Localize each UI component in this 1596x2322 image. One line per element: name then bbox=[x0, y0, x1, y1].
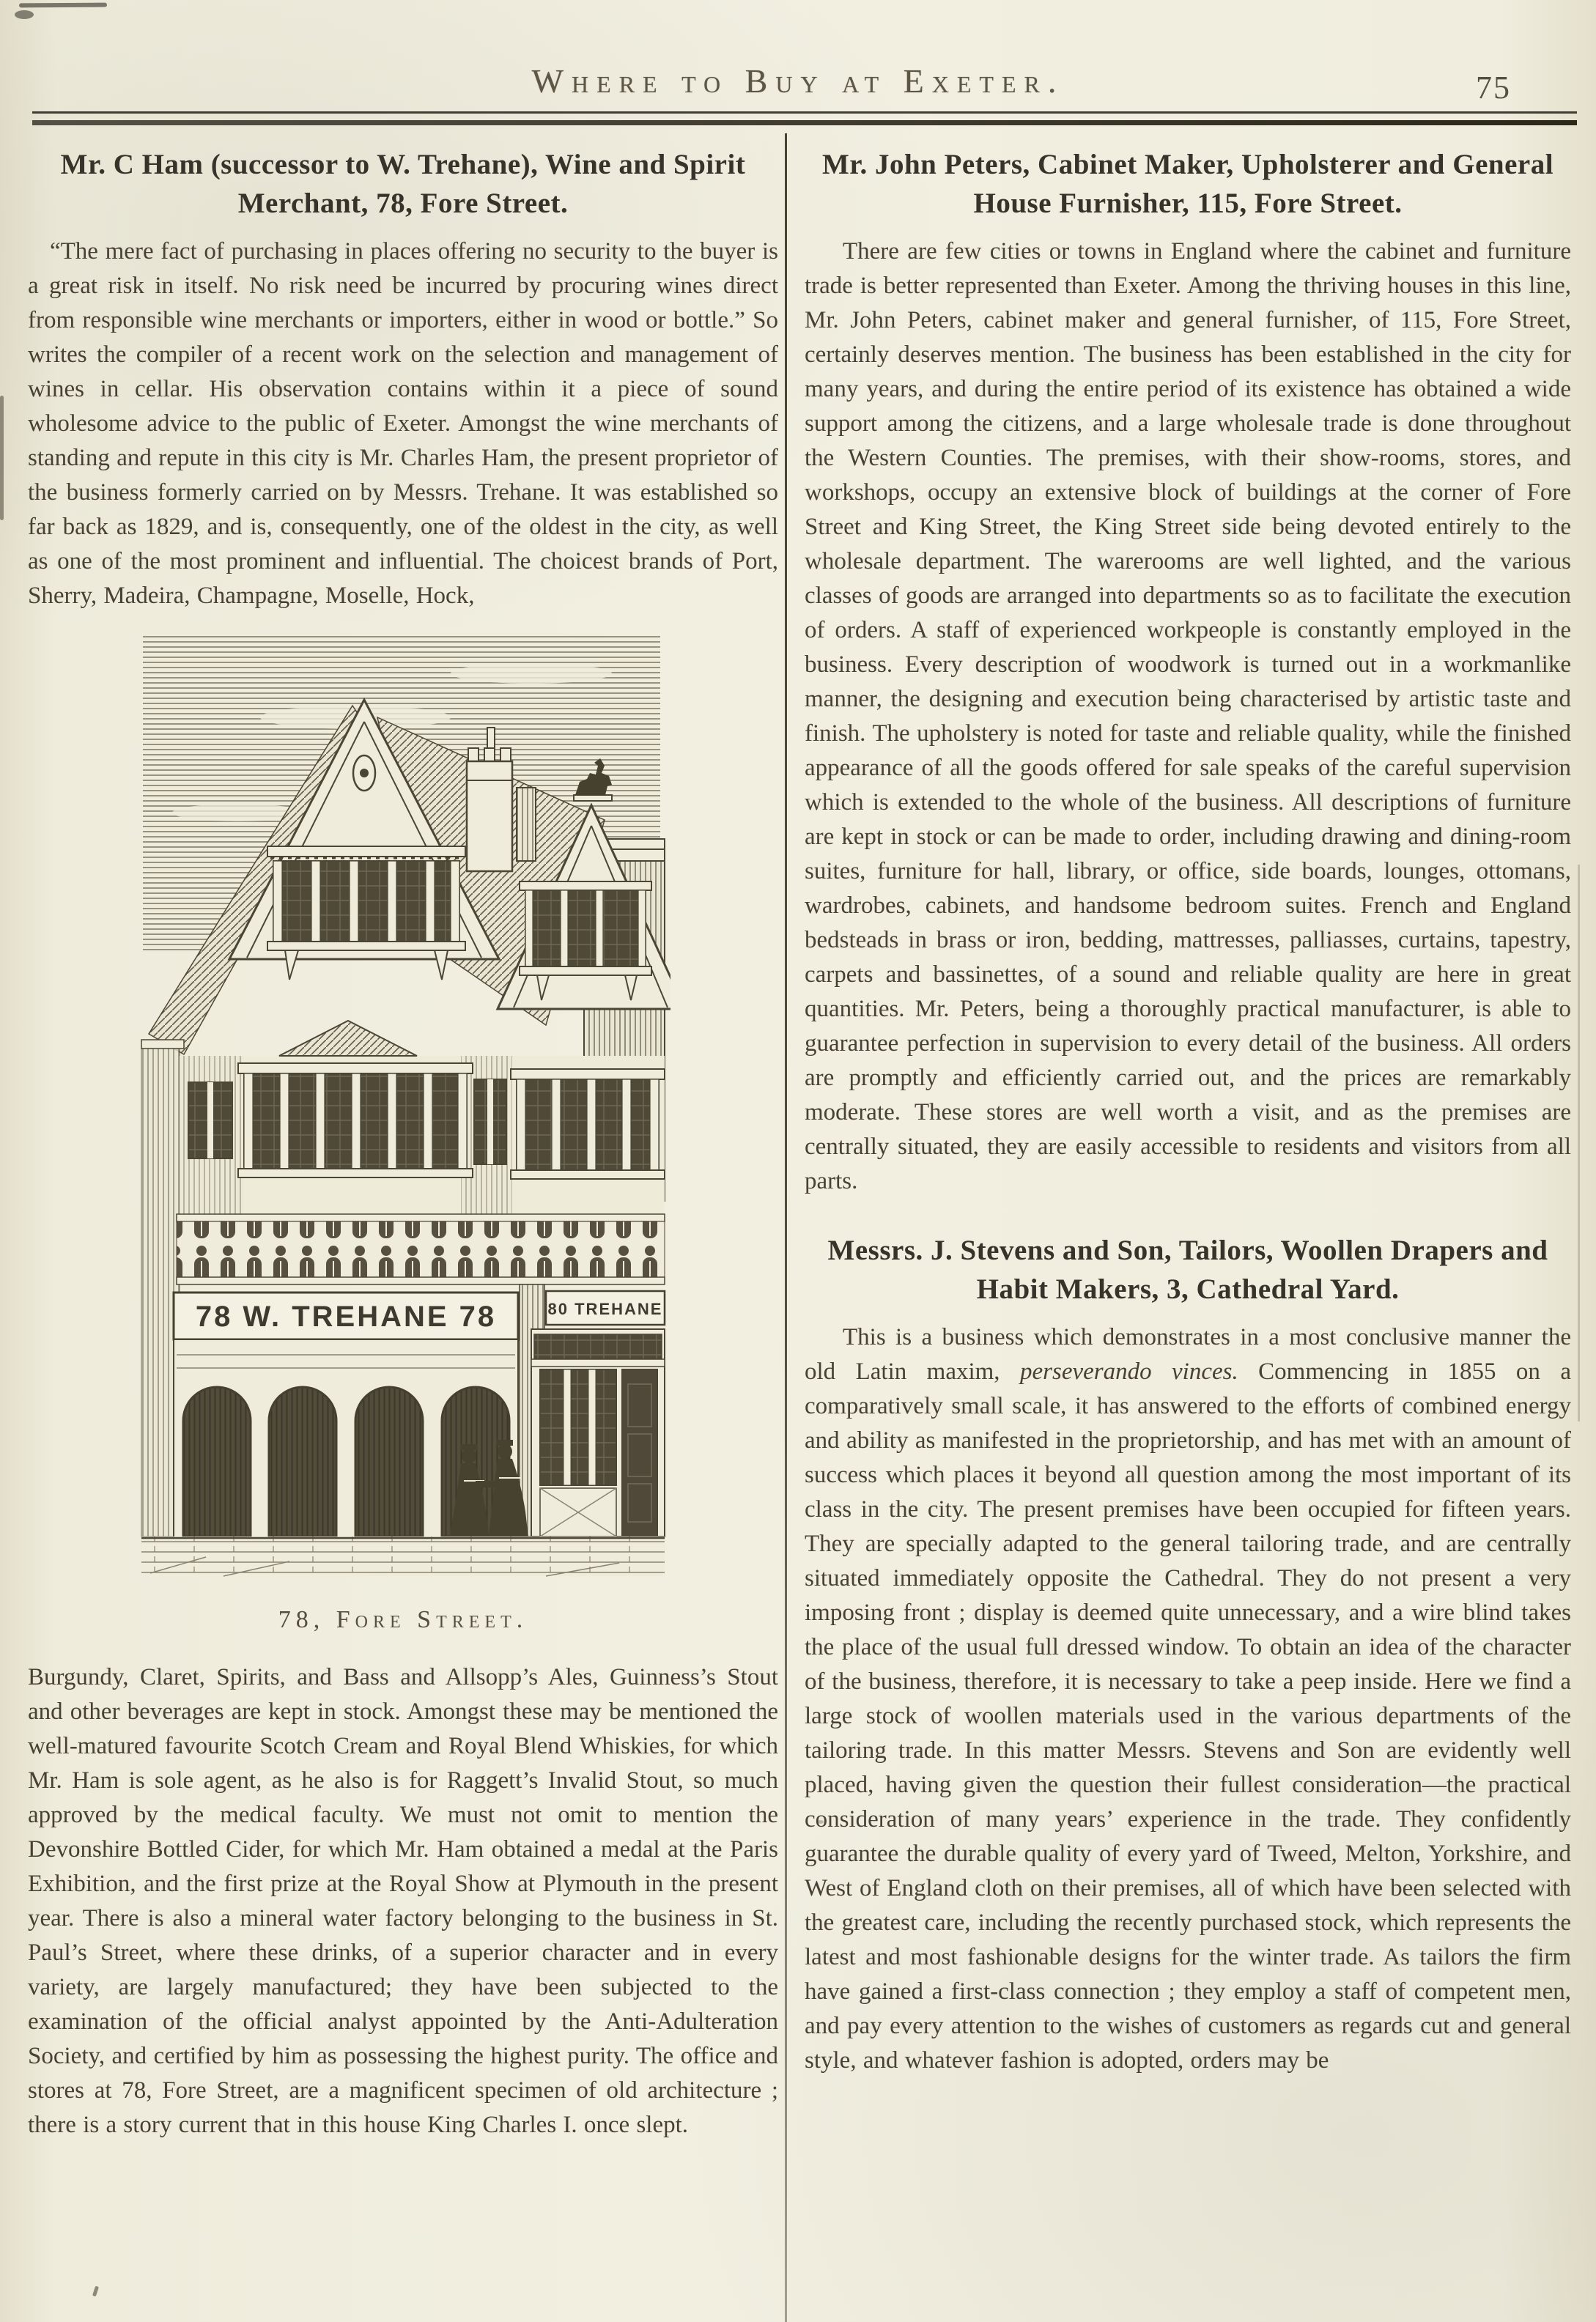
running-header: Where to Buy at Exeter. bbox=[531, 62, 1065, 100]
header-rule-thin bbox=[32, 111, 1577, 114]
scan-artifact-top-speck bbox=[15, 10, 34, 19]
right-column bbox=[805, 145, 1571, 2078]
scan-artifact-top-edge bbox=[19, 3, 107, 8]
pavement bbox=[141, 1537, 665, 1576]
stevens-latin-maxim: perseverando vinces. bbox=[1019, 1358, 1238, 1385]
storefront-engraving-figure bbox=[136, 629, 670, 1634]
ham-paragraph-1: “The mere fact of purchasing in places offering no security to the buyer is a great risk in itself. No risk need be incurred by procuring wines direct from responsible wine merchants or importers, either in wood or bottle.” So writes the compiler of a recent work on the selection and management of wines in cellar. His observation contains within it a piece of sound wholesome advice to the public of Exeter. Amongst the wine merchants of standing and repute in this city is Mr. Charles Ham, the present proprietor of the business formerly carried on by Messrs. Trehane. It was established so far back as 1829, and is, consequently, one of the oldest in the city, as well as one of the most prominent and influential. The choicest brands of Port, Sherry, Madeira, Champagne, Moselle, Hock, bbox=[28, 238, 778, 609]
left-column bbox=[28, 145, 778, 2142]
stevens-lead: This is a business which demonstrates in a most conclusive manner the old Latin maxim, bbox=[805, 1324, 1571, 1385]
storefront-engraving bbox=[136, 629, 670, 1582]
scan-artifact-right-line bbox=[1578, 865, 1580, 1421]
peters-paragraph: There are few cities or towns in England where the cabinet and furniture trade is better represented than Exeter. Among the thriving houses in this line, Mr. John Peters, cabinet maker and general furnisher, of 115, Fore Street, certainly deserves mention. The business has been established in the city for many years, and during the entire period of its existence has obtained a wide support among the citizens, and a large wholesale trade is done throughout the Western Counties. The premises, with their show-rooms, stores, and workshops, occupy an extensive block of buildings at the corner of Fore Street and King Street, the King Street side being devoted entirely to the wholesale department. The warerooms are well lighted, and the various classes of goods are arranged into departments so as to facilitate the execution of orders. A staff of experienced workpeople is constantly employed in the business. Every description of woodwork is turned out in a workmanlike manner, the designing and execution being characterised by artistic taste and finish. The upholstery is noted for taste and reliable quality, while the finished appearance of all the goods offered for sale speaks of the careful supervision which is extended to the whole of the business. All descriptions of furniture are kept in stock or can be made to order, including drawing and dining-room suites, furniture for hall, library, or office, side boards, lounges, ottomans, wardrobes, cabinets, and handsome bedroom suites. French and England bedsteads in brass or iron, bedding, mattresses, palliasses, curtains, tapestry, carpets and bassinettes, of a sound and reliable quality are here in great quantities. Mr. Peters, being a thoroughly practical manufacturer, is able to guarantee perfection in supervision to every detail of the business. All orders are promptly and efficiently carried out, and the prices are remarkably moderate. These stores are well worth a visit, and as the premises are centrally situated, they are easily accessible to residents and visitors from all parts. bbox=[805, 238, 1571, 1194]
scan-artifact-bottom-speck bbox=[92, 2286, 99, 2297]
carved-frieze bbox=[177, 1214, 665, 1284]
right-shopfront bbox=[531, 1329, 665, 1537]
article-heading-peters: Mr. John Peters, Cabinet Maker, Upholsterer and General House Furnisher, 115, Fore Street. bbox=[821, 149, 1554, 219]
stevens-paragraph bbox=[805, 1320, 1571, 2078]
signboard-80-text: 80 TREHANE bbox=[547, 1300, 663, 1318]
stevens-rest: Commencing in 1855 on a comparatively small scale, it has answered to the efforts of combined energy and ability as manifested in the proprietorship, and has met with an amount of success which places it beyond all question among the most important of its class in the city. The present premises have been occupied for fifteen years. They are specially adapted to the general tailoring trade, and are centrally situated immediately opposite the Cathedral. They do not present a very imposing front ; display is deemed quite unnecessary, and a wire blind takes the place of the usual full dressed window. To obtain an idea of the character of the business, therefore, it is necessary to take a peep inside. Here we find a large stock of woollen materials used in the various departments of the tailoring trade. In this matter Messrs. Stevens and Son are evidently well placed, having given the question their fullest consideration—the practical consideration of many years’ experience in the trade. They confidently guarantee the durable quality of every yard of Tweed, Melton, Yorkshire, and West of England cloth on their premises, all of which have been selected with the greatest care, including the recently purchased stock, which represents the latest and most fashionable designs for the winter trade. As tailors the firm have gained a first-class connection ; they employ a staff of competent men, and pay every attention to the wishes of customers as regards cut and general style, and whatever fashion is adopted, orders may be bbox=[805, 1358, 1571, 2074]
header-rule-thick bbox=[32, 120, 1577, 125]
article-heading-ham: Mr. C Ham (successor to W. Trehane), Wine and Spirit Merchant, 78, Fore Street. bbox=[60, 149, 746, 219]
page-number: 75 bbox=[1476, 70, 1511, 106]
engraving-caption: 78, Fore Street. bbox=[278, 1606, 528, 1633]
scan-artifact-left-streak bbox=[0, 396, 4, 520]
signboard-78-text: 78 W. TREHANE 78 bbox=[195, 1301, 497, 1333]
column-divider-rule bbox=[785, 133, 787, 2322]
ham-paragraph-2: Burgundy, Claret, Spirits, and Bass and Allsopp’s Ales, Guinness’s Stout and other beverages are kept in stock. Amongst these may be mentioned the well-matured favourite Scotch Cream and Royal Blend Whiskies, for which Mr. Ham is sole agent, as he also is for Raggett’s Invalid Stout, so much approved by the medical faculty. We must not omit to mention the Devonshire Bottled Cider, for which Mr. Ham obtained a medal at the Paris Exhibition, and the first prize at the Royal Show at Plymouth in the present year. There is also a mineral water factory belonging to the business in St. Paul’s Street, where these drinks, of a superior character and in every variety, are largely manufactured; they have been subjected to the examination of the official analyst appointed by the Anti-Adulteration Society, and certified by him as possessing the highest purity. The office and stores at 78, Fore Street, are a magnificent specimen of old architecture ; there is a story current that in this house King Charles I. once slept. bbox=[28, 1664, 778, 2138]
article-heading-stevens: Messrs. J. Stevens and Son, Tailors, Woollen Drapers and Habit Makers, 3, Cathedral Yard. bbox=[827, 1235, 1548, 1305]
